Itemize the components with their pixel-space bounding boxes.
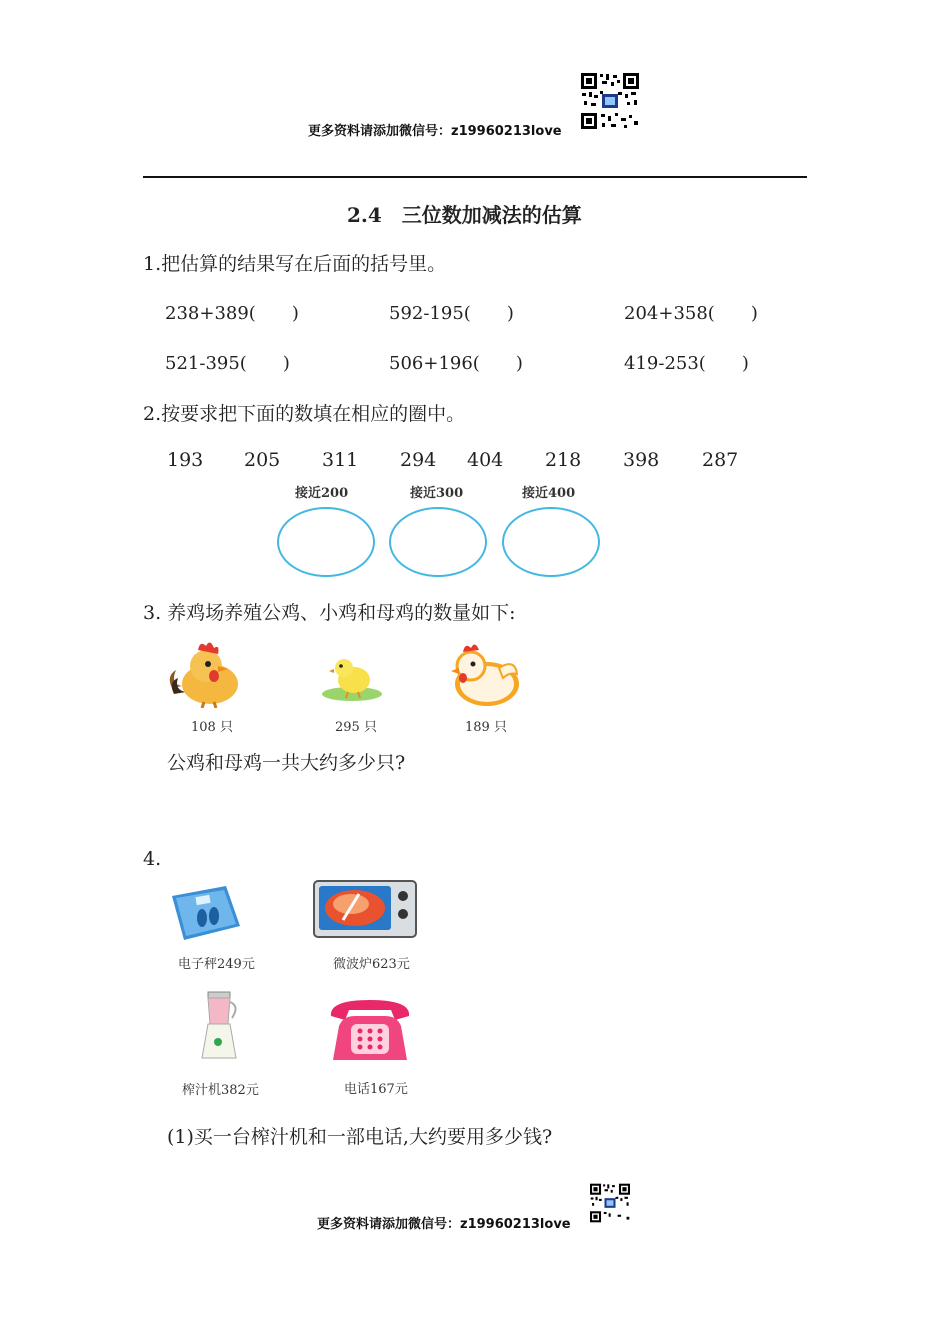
answer-oval-300[interactable] <box>389 507 487 577</box>
circle-label-300: 接近300 <box>410 486 464 501</box>
q1-item: 419-253( ) <box>624 353 749 374</box>
answer-oval-400[interactable] <box>502 507 600 577</box>
page-title: 2.4 三位数加减法的估算 <box>347 203 582 227</box>
rooster-count: 108 只 <box>191 720 233 735</box>
header-rule <box>143 176 807 178</box>
circle-label-200: 接近200 <box>295 486 349 501</box>
microwave-icon <box>313 880 417 938</box>
scale-price: 电子秤249元 <box>178 957 255 972</box>
answer-oval-200[interactable] <box>277 507 375 577</box>
q1-item: 592-195( ) <box>389 303 514 324</box>
question-2-prompt: 2.按要求把下面的数填在相应的圈中。 <box>143 403 466 425</box>
chick-count: 295 只 <box>335 720 377 735</box>
hen-count: 189 只 <box>465 720 507 735</box>
telephone-icon <box>325 996 415 1064</box>
question-3-ask: 公鸡和母鸡一共大约多少只? <box>167 752 406 774</box>
footer-wechat-text: 更多资料请添加微信号：z19960213love <box>317 1217 571 1232</box>
q2-number: 311 <box>322 449 359 471</box>
q2-number: 218 <box>545 449 582 471</box>
question-4-sub1: (1)买一台榨汁机和一部电话,大约要用多少钱? <box>167 1126 553 1148</box>
chick-icon <box>320 650 384 702</box>
question-1-prompt: 1.把估算的结果写在后面的括号里。 <box>143 253 447 275</box>
q2-number: 205 <box>244 449 281 471</box>
q2-number: 398 <box>623 449 660 471</box>
microwave-price: 微波炉623元 <box>333 957 410 972</box>
circle-label-400: 接近400 <box>522 486 576 501</box>
q2-number: 287 <box>702 449 739 471</box>
telephone-price: 电话167元 <box>344 1082 408 1097</box>
q1-item: 521-395( ) <box>165 353 290 374</box>
question-3-prompt: 3. 养鸡场养殖公鸡、小鸡和母鸡的数量如下: <box>143 602 516 624</box>
footer-qr-code-icon <box>589 1183 631 1223</box>
q1-item: 238+389( ) <box>165 303 299 324</box>
question-4-prompt: 4. <box>143 848 162 870</box>
header-wechat-text: 更多资料请添加微信号：z19960213love <box>308 124 562 139</box>
q2-number: 193 <box>167 449 204 471</box>
qr-code-icon <box>580 72 640 130</box>
hen-icon <box>443 638 523 712</box>
q2-number: 294 <box>400 449 437 471</box>
q2-number: 404 <box>467 449 504 471</box>
juicer-price: 榨汁机382元 <box>182 1083 259 1098</box>
rooster-icon <box>164 636 244 708</box>
juicer-icon <box>196 988 244 1062</box>
scale-icon <box>162 882 244 946</box>
q1-item: 204+358( ) <box>624 303 758 324</box>
q1-item: 506+196( ) <box>389 353 523 374</box>
